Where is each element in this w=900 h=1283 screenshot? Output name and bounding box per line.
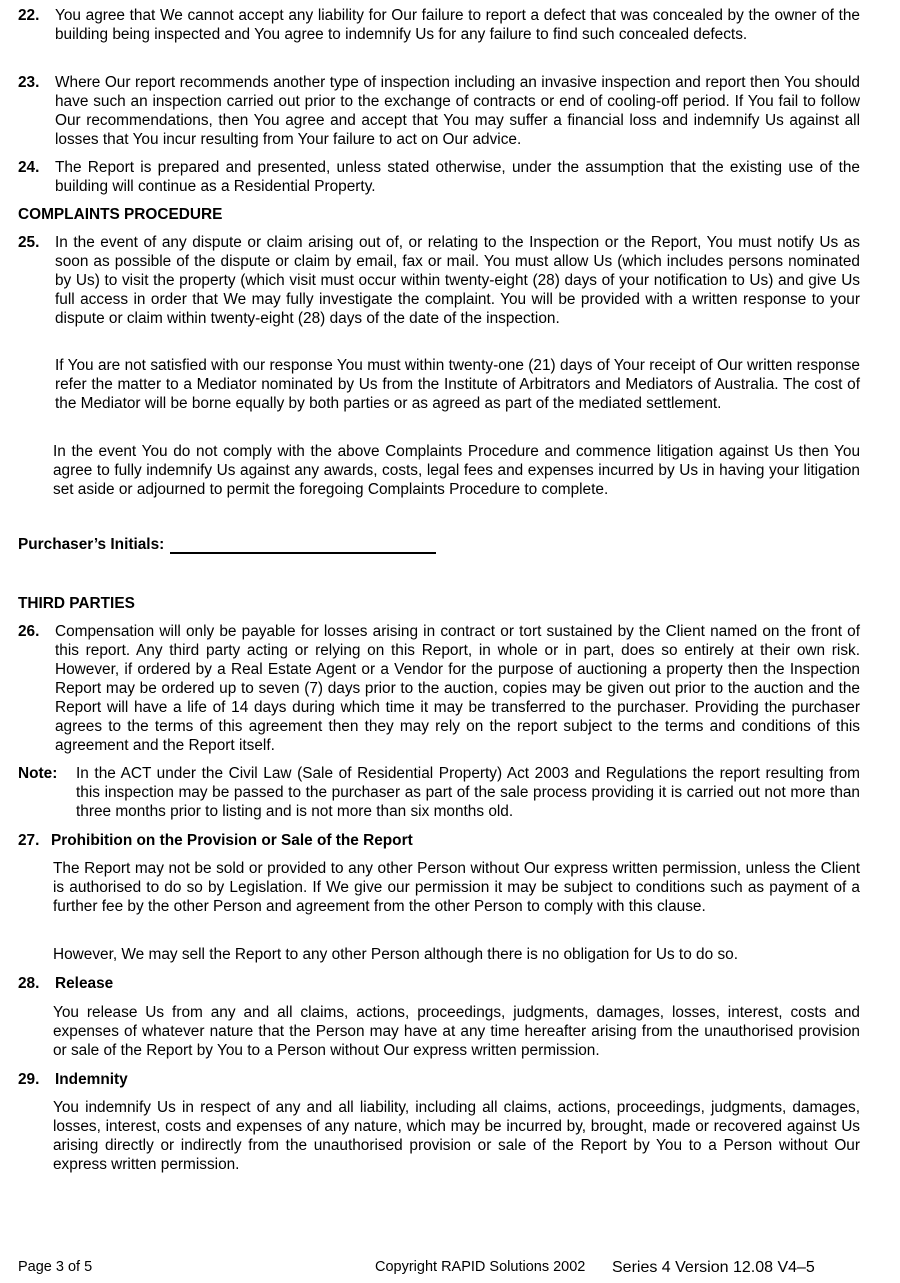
clause-number: 22.: [18, 7, 40, 24]
clause-title: Indemnity: [55, 1071, 128, 1088]
clause-title: Release: [55, 975, 114, 992]
clause-number: 23.: [18, 74, 40, 91]
clause-text: The Report is prepared and presented, unless stated otherwise, under the assumption that the existing use of the building will continue as a Residential Property.: [55, 159, 860, 195]
copyright-notice: Copyright RAPID Solutions 2002: [375, 1259, 586, 1275]
clause-text: Where Our report recommends another type of inspection including an invasive inspection and report then You should have such an inspection carried out prior to the exchange of contracts or end of cooling-off period. If You fail to follow Our recommendations, then You agree and accept that You may suffer a financial loss and indemnify Us against all losses that You incur resulting from Your failure to act on Our advice.: [55, 74, 860, 148]
clause-number: 27.: [18, 832, 40, 849]
clause-27-paragraph-1: The Report may not be sold or provided to any other Person without Our express written permission, unless the Client is authorised to do so by Legislation. If We give our permission it may be subject to conditions such as payment of a further fee by the other Person and agreement from the other Person to comply with this clause.: [53, 860, 860, 915]
act-note: [18, 764, 860, 821]
clause-24: [18, 158, 860, 196]
clause-25-paragraph-3: In the event You do not comply with the above Complaints Procedure and commence litigation against Us then You agree to fully indemnify Us against any awards, costs, legal fees and expenses incurred by Us in having your litigation set aside or adjourned to permit the foregoing Complaints Procedure to complete.: [53, 443, 860, 498]
clause-number: 29.: [18, 1071, 40, 1088]
purchaser-initials: [18, 535, 436, 554]
series-version: Series 4 Version 12.08 V4–5: [612, 1259, 815, 1276]
initials-label: Purchaser’s Initials:: [18, 536, 165, 553]
clause-27-paragraph-2: However, We may sell the Report to any other Person although there is no obligation for Us to do so.: [53, 946, 738, 963]
clause-29-heading: [18, 1070, 860, 1089]
clause-number: 28.: [18, 975, 40, 992]
note-text: In the ACT under the Civil Law (Sale of Residential Property) Act 2003 and Regulations the report resulting from this inspection may be passed to the purchaser as part of the sale process providing it is carried out not more than three months prior to listing and is not more than six months old.: [76, 765, 860, 820]
clause-25-paragraph-2: If You are not satisfied with our response You must within twenty-one (21) days of Your receipt of Our written response refer the matter to a Mediator nominated by Us from the Institute of Arbitrators and Mediators of Australia. The cost of the Mediator will be borne equally by both parties or as agreed as part of the mediated settlement.: [55, 357, 860, 412]
clause-number: 24.: [18, 159, 40, 176]
clause-text: Compensation will only be payable for losses arising in contract or tort sustained by the Client named on the front of this report. Any third party acting or relying on this Report, in whole or in part, does so entirely at their own risk. However, if ordered by a Real Estate Agent or a Vendor for the purpose of auctioning a property then the Inspection Report may be ordered up to seven (7) days prior to the auction, copies may be given out prior to the auction and the Report will have a life of 14 days during which time it may be transferred to the purchaser. Providing the purchaser agrees to the terms of this agreement then they may rely on the report subject to the terms and conditions of this agreement and the Report itself.: [55, 623, 860, 754]
complaints-heading: COMPLAINTS PROCEDURE: [18, 206, 223, 223]
third-parties-heading: THIRD PARTIES: [18, 595, 135, 612]
clause-number: 25.: [18, 234, 40, 251]
clause-29-paragraph-1: You indemnify Us in respect of any and all liability, including all claims, actions, proceedings, judgments, damages, losses, interest, costs and expenses of any nature, which may be incurred by, brought, made or recovered against Us arising directly or indirectly from the unauthorised provision or sale of the Report by You to a Person without Our express written permission.: [53, 1099, 860, 1173]
clause-number: 26.: [18, 623, 40, 640]
clause-22: [18, 6, 860, 44]
note-label: Note:: [18, 765, 58, 782]
clause-23: [18, 73, 860, 149]
clause-26: [18, 622, 860, 755]
clause-25: [18, 233, 860, 328]
clause-28-heading: [18, 974, 860, 993]
page-number: Page 3 of 5: [18, 1259, 93, 1275]
clause-27-heading: [18, 831, 860, 850]
clause-28-paragraph-1: You release Us from any and all claims, actions, proceedings, judgments, damages, losses, interest, costs and expenses of whatever nature that the Person may have at any time hereafter arising from the unauthorised provision or sale of the Report by You to a Person without Our express written permission.: [53, 1004, 860, 1059]
initials-signature-line[interactable]: [170, 538, 436, 554]
clause-text: You agree that We cannot accept any liability for Our failure to report a defect that was concealed by the owner of the building being inspected and You agree to indemnify Us for any failure to find such concealed defects.: [55, 7, 860, 43]
clause-text: In the event of any dispute or claim arising out of, or relating to the Inspection or the Report, You must notify Us as soon as possible of the dispute or claim by email, fax or mail. You must allow Us (which includes persons nominated by Us) to visit the property (which visit must occur within twenty-eight (28) days of your notification to Us) and give Us full access in order that We may fully investigate the complaint. You will be provided with a written response to your dispute or claim within twenty-eight (28) days of the date of the inspection.: [55, 234, 860, 327]
clause-title: Prohibition on the Provision or Sale of the Report: [51, 832, 413, 849]
